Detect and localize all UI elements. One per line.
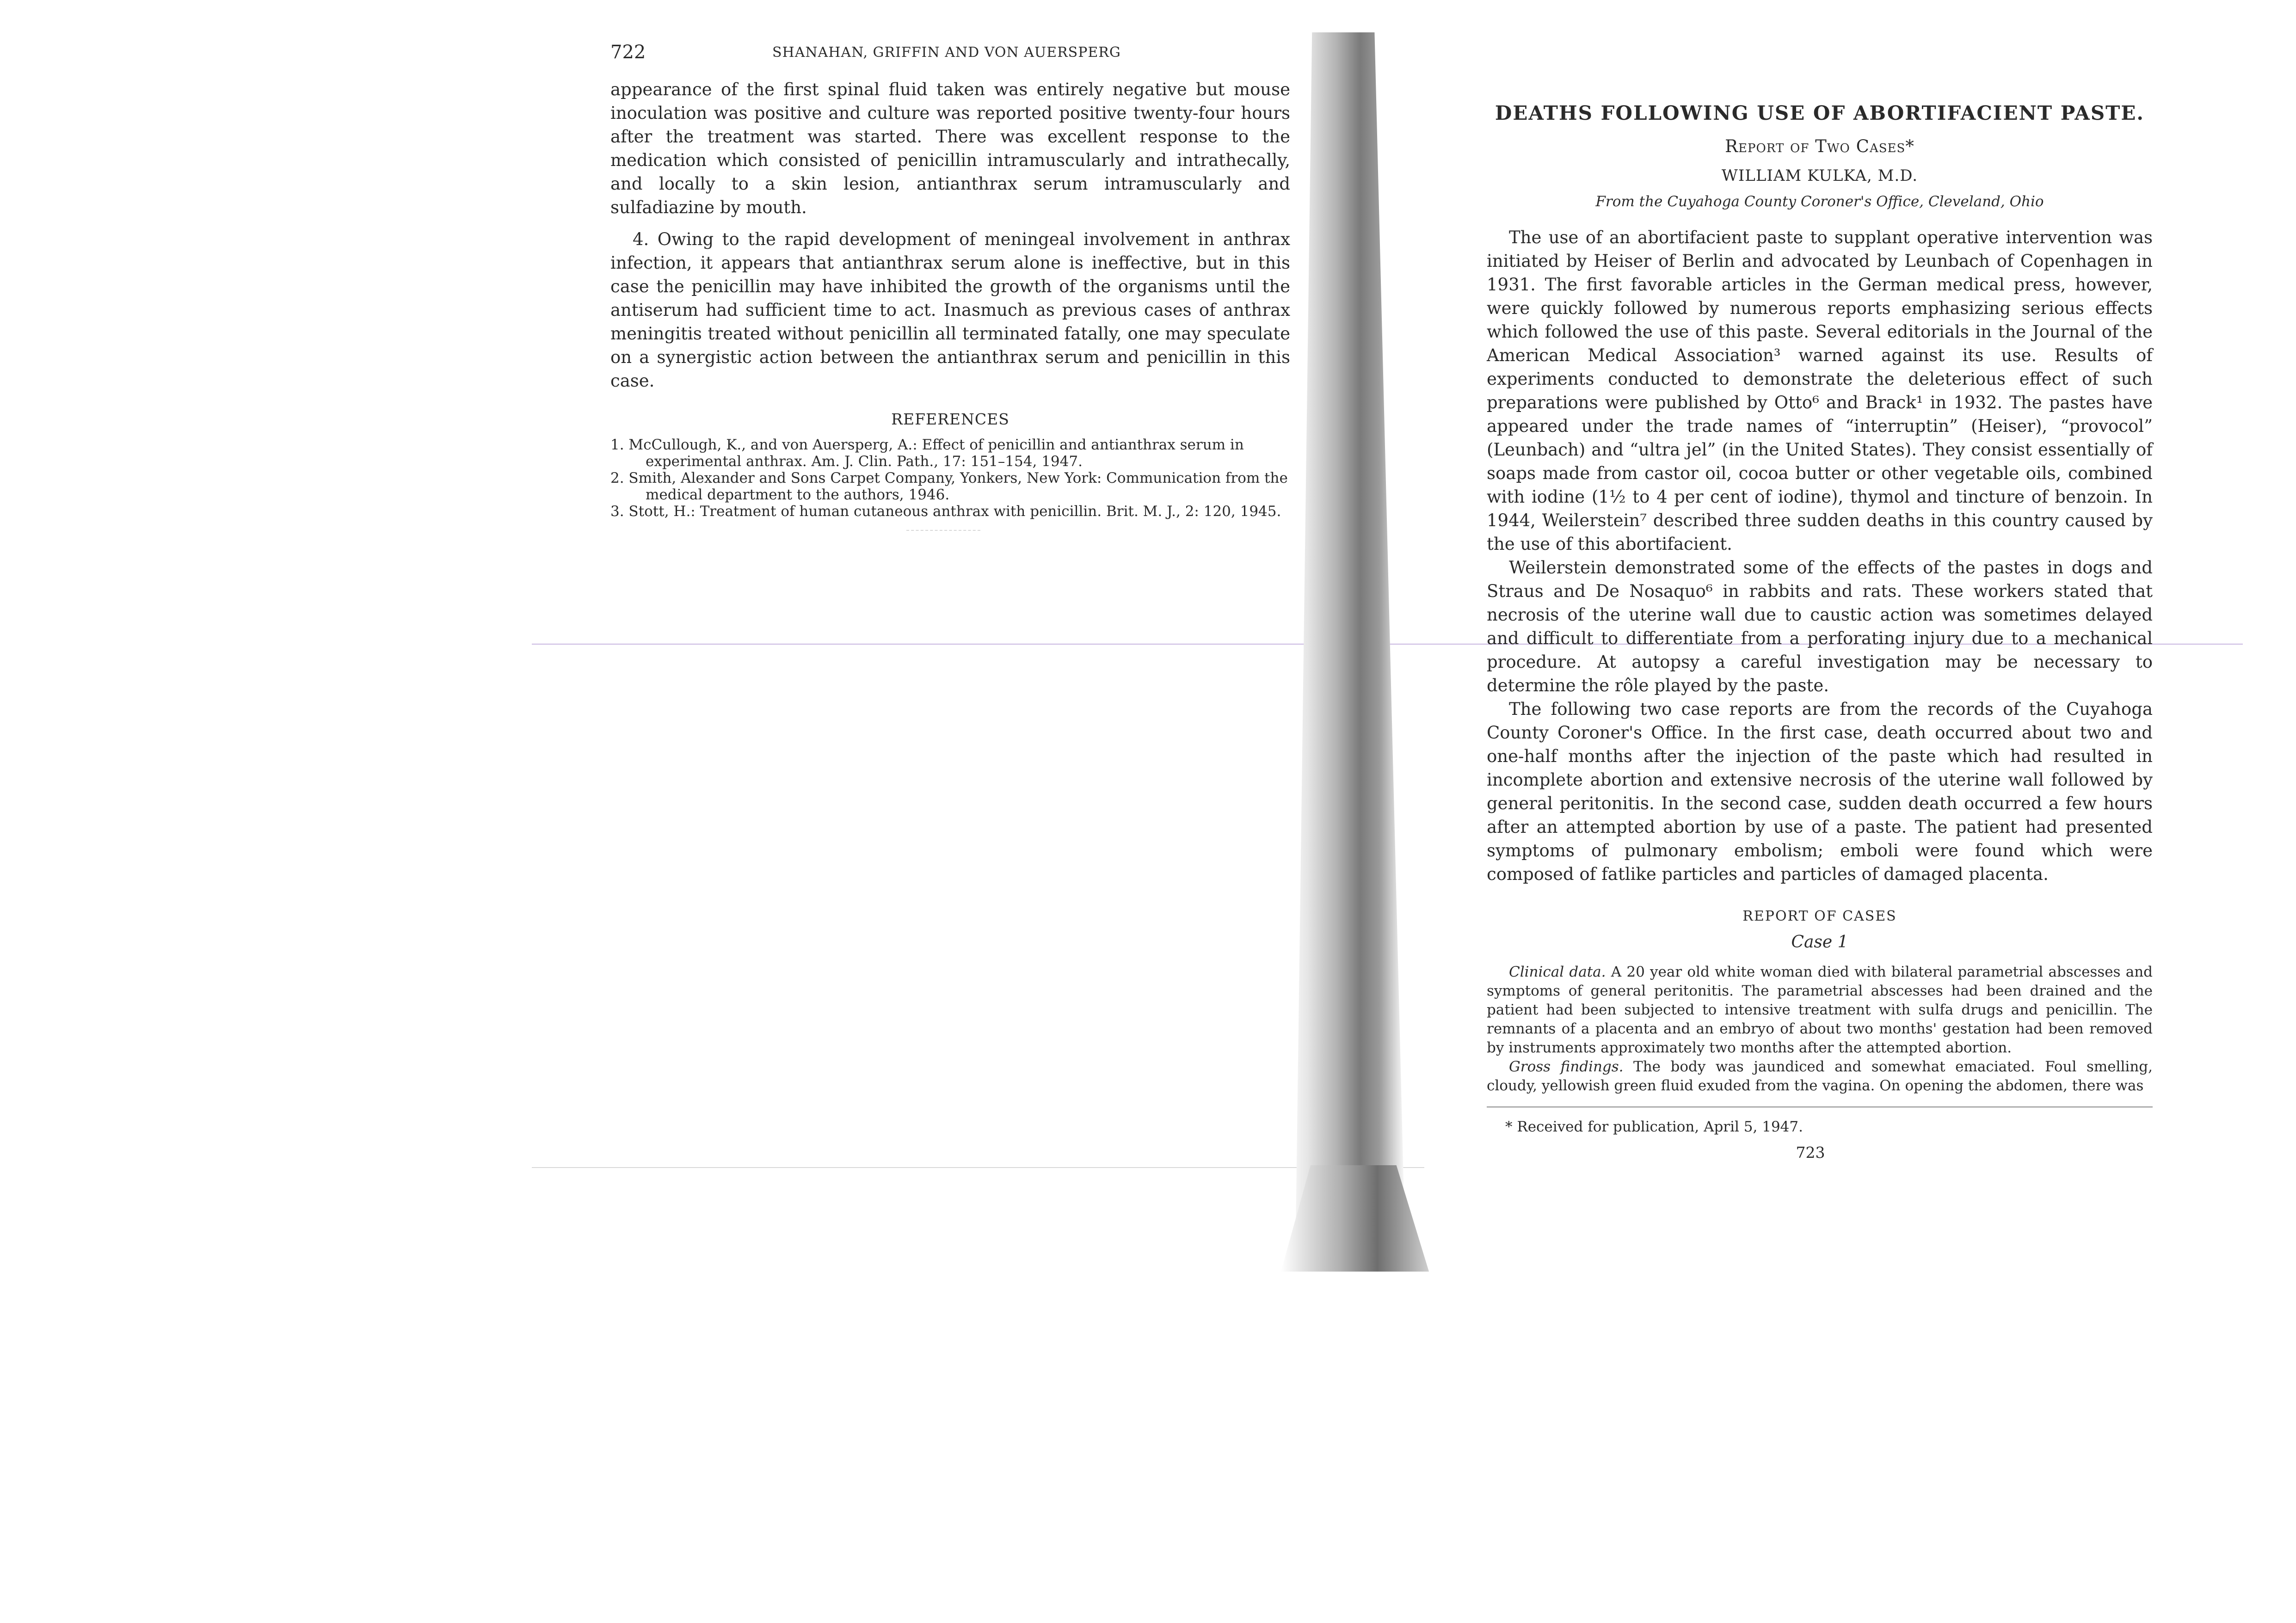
paragraph-2: 4. Owing to the rapid development of meningeal involvement in anthrax infection, it appears that antianthrax serum alone is ineffective, but in this case the penicillin may have inhibited the growth of the organisms until the antiserum had sufficient time to act. Inasmuch as previous cases of anthrax meningitis treated without penicillin all terminated fatally, one may speculate on a synergistic action between the antianthrax serum and penicillin in this case. — [610, 229, 1290, 391]
reference-item: 2. Smith, Alexander and Sons Carpet Company, Yonkers, New York: Communication from the medical department to the authors, 1946. — [610, 470, 1288, 503]
article-title: DEATHS FOLLOWING USE OF ABORTIFACIENT PASTE. — [1495, 102, 2145, 124]
page-number-left: 722 — [610, 42, 646, 63]
paragraph-2: Weilerstein demonstrated some of the effects of the pastes in dogs and Straus and De Nosaquo⁶ in rabbits and rats. These workers stated that necrosis of the uterine wall due to caustic action was sometimes delayed and difficult to differentiate from a perforating injury due to a mechanical procedure. At autopsy a careful investigation may be necessary to determine the rôle played by the paste. — [1487, 558, 2153, 695]
running-title: SHANAHAN, GRIFFIN AND VON AUERSPERG — [772, 44, 1121, 61]
scan-smudge — [906, 530, 980, 534]
gross-findings-text: The body was jaundiced and somewhat emaciated. Foul smelling, cloudy, yellowish green fluid exuded from the vagina. On opening the abdomen, there was — [1487, 1058, 2153, 1094]
reference-item: 3. Stott, H.: Treatment of human cutaneous anthrax with penicillin. Brit. M. J., 2: 120, 1945. — [610, 503, 1281, 520]
clinical-data-text: A 20 year old white woman died with bilateral parametrial abscesses and symptoms of general peritonitis. The parametrial abscesses had been drained and the patient had been subjected to intensive treatment with sulfa drugs and penicillin. The remnants of a placenta and an embryo of about two months' gestation had been removed by instruments approximately two months after the attempted abortion. — [1487, 964, 2153, 1056]
paragraph-3: The following two case reports are from the records of the Cuyahoga County Coroner's Office. In the first case, death occurred about two and one-half months after the injection of the paste which had resulted in incomplete abortion and extensive necrosis of the uterine wall followed by general peritonitis. In the second case, sudden death occurred a few hours after an attempted abortion by use of a paste. The patient had presented symptoms of pulmonary embolism; emboli were found which were composed of fatlike particles and particles of damaged placenta. — [1487, 699, 2153, 884]
case-heading: Case 1 — [1791, 933, 1848, 952]
running-head-left — [610, 37, 1290, 69]
author-name: WILLIAM KULKA, M.D. — [1721, 166, 1918, 185]
article-subtitle: Report of Two Cases* — [1725, 136, 1914, 156]
clinical-data-lead: Clinical data. — [1509, 964, 1606, 980]
scan-artifact-line-lower — [532, 1167, 1424, 1168]
paragraph-1: The use of an abortifacient paste to supplant operative intervention was initiated by Heiser of Berlin and advocated by Leunbach of Copenhagen in 1931. The first favorable articles in the German medical press, however, were quickly followed by numerous reports emphasizing serious effects which followed the use of this paste. Several editorials in the Journal of the American Medical Association³ warned against its use. Results of experiments conducted to demonstrate the deleterious effect of such preparations were published by Otto⁶ and Brack¹ in 1932. The pastes have appeared under the trade names of “interruptin” (Heiser), “provocol” (Leunbach) and “ultra jel” (in the United States). They consist essentially of soaps made from castor oil, cocoa butter or other vegetable oils, combined with iodine (1½ to 4 per cent of iodine), thymol and tincture of benzoin. In 1944, Weilerstein⁷ described three sudden deaths in this country caused by the use of this abortifacient. — [1487, 227, 2153, 554]
reference-item: 1. McCullough, K., and von Auersperg, A.: Effect of penicillin and antianthrax serum in experimental anthrax. Am. J. Clin. Path., 17: 151–154, 1947. — [610, 436, 1244, 470]
section-heading: REPORT OF CASES — [1742, 908, 1897, 924]
page-number-right: 723 — [1796, 1143, 1825, 1162]
clinical-data-paragraph — [1487, 963, 2153, 1057]
author-affiliation: From the Cuyahoga County Coroner's Office, Cleveland, Ohio — [1595, 193, 2044, 210]
gross-findings-lead: Gross findings. — [1509, 1058, 1624, 1075]
book-gutter-shadow — [1286, 32, 1406, 1272]
gross-findings-paragraph — [1487, 1057, 2153, 1095]
references-heading: REFERENCES — [891, 410, 1010, 428]
footnote: * Received for publication, April 5, 1947. — [1505, 1119, 1803, 1135]
right-page — [1487, 102, 2153, 1162]
paragraph-1: appearance of the first spinal fluid taken was entirely negative but mouse inoculation was positive and culture was reported positive twenty-four hours after the treatment was started. There was excellent response to the medication which consisted of penicillin intramuscularly and intrathecally, and locally to a skin lesion, antianthrax serum intramuscularly and sulfadiazine by mouth. — [610, 80, 1290, 217]
left-page — [610, 37, 1290, 534]
